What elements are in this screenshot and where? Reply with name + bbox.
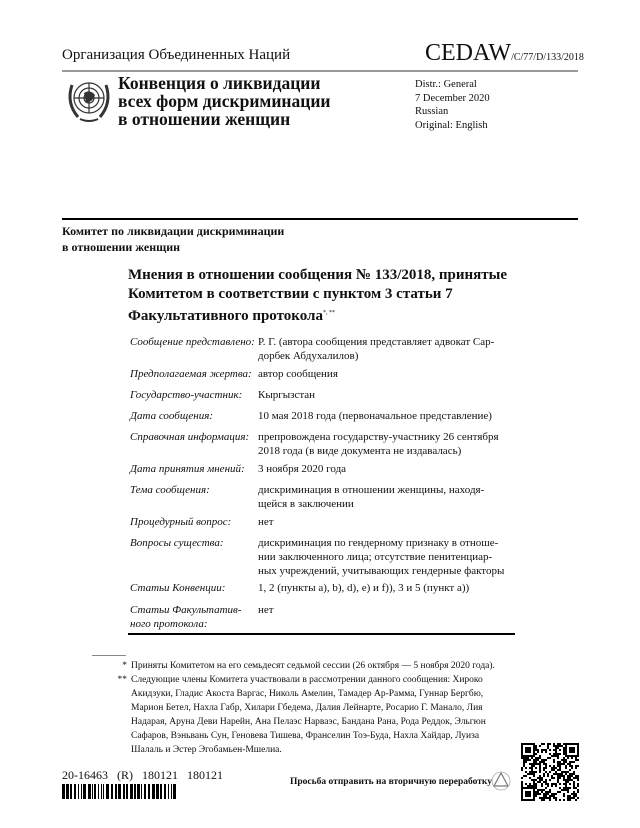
footnote-line bbox=[113, 659, 495, 673]
header-rule bbox=[62, 70, 578, 72]
distribution-info bbox=[415, 78, 490, 132]
row-label: Вопросы существа: bbox=[130, 537, 224, 549]
job-number: 20-16463 (R) 180121 180121 bbox=[62, 768, 223, 782]
footnote-line bbox=[113, 729, 479, 743]
footnote-line bbox=[113, 687, 483, 701]
row-value: дискриминация в отношении женщины, находя- bbox=[258, 484, 485, 496]
row-label: Статьи Факультатив- bbox=[130, 604, 242, 616]
footnote-line bbox=[113, 715, 486, 729]
barcode-icon bbox=[62, 784, 177, 799]
convention-title bbox=[118, 74, 331, 128]
recycle-icon bbox=[490, 770, 512, 792]
row-value: Кыргызстан bbox=[258, 389, 316, 401]
row-label: Дата сообщения: bbox=[130, 410, 214, 422]
row-label: Предполагаемая жертва: bbox=[130, 368, 252, 380]
heading-line: Комитетом в соответствии с пунктом 3 статьи 7 bbox=[128, 286, 453, 302]
heading-line bbox=[128, 304, 507, 326]
row-value: 3 ноября 2020 года bbox=[258, 463, 347, 475]
footnote-separator bbox=[92, 655, 126, 656]
organization-name: Организация Объединенных Наций bbox=[62, 47, 291, 63]
distr-line: Distr.: General bbox=[415, 79, 477, 90]
row-value: нет bbox=[258, 516, 274, 528]
original-line: Original: English bbox=[415, 119, 488, 131]
symbol-suffix: /C/77/D/133/2018 bbox=[511, 52, 584, 63]
language-line: Russian bbox=[415, 106, 449, 117]
footnote-text: Следующие члены Комитета участвовали в рассмотрении данного сообщения: Хироко bbox=[131, 675, 483, 685]
qr-code-icon bbox=[521, 743, 579, 801]
row-value: Р. Г. (автора сообщения представляет адвокат Сар- bbox=[258, 336, 495, 348]
row-value: 2018 года (в виде документа не издавалась) bbox=[258, 445, 462, 457]
symbol-main: CEDAW bbox=[425, 40, 512, 66]
row-label: Дата принятия мнений: bbox=[130, 463, 245, 475]
footnote-text: Приняты Комитетом на его семьдесят седьмой сессии (26 октября — 5 ноября 2020 года). bbox=[131, 661, 495, 671]
row-value: дискриминация по гендерному признаку в отноше- bbox=[258, 537, 499, 549]
row-value: ных учреждений, учитывающих гендерные факторы bbox=[258, 565, 505, 577]
title-line: Конвенция о ликвидации bbox=[118, 73, 321, 93]
row-value: 10 мая 2018 года (первоначальное представление) bbox=[258, 410, 492, 422]
footnote-mark: * bbox=[122, 661, 127, 671]
row-label: Статьи Конвенции: bbox=[130, 582, 226, 594]
row-value: дорбек Абдухалилов) bbox=[258, 350, 359, 362]
views-heading bbox=[128, 266, 507, 326]
footnote-line bbox=[113, 673, 483, 687]
row-value: 1, 2 (пункты a), b), d), e) и f)), 3 и 5 (пункт a)) bbox=[258, 582, 470, 594]
row-label: Тема сообщения: bbox=[130, 484, 210, 496]
footnote-line bbox=[113, 743, 282, 757]
section-rule bbox=[62, 218, 578, 220]
row-label: Сообщение представлено: bbox=[130, 336, 255, 348]
footnote-text: Надарая, Аруна Деви Нарейн, Ана Пелаэс Нарваэс, Бандана Рана, Рода Реддок, Эльгюн bbox=[131, 717, 486, 727]
row-label: Процедурный вопрос: bbox=[130, 516, 232, 528]
committee-line: Комитет по ликвидации дискриминации bbox=[62, 224, 285, 238]
table-end-rule bbox=[128, 633, 515, 635]
footnote-text: Акидзуки, Гладис Акоста Варгас, Николь Амелин, Тамадер Ар-Рамма, Гуннар Бергбю, bbox=[131, 689, 484, 699]
committee-line: в отношении женщин bbox=[62, 240, 181, 254]
footnote-text: Марион Бетел, Нахла Габр, Хилари Гбедема, Далия Лейнарте, Росарио Г. Манало, Лия bbox=[131, 703, 483, 713]
row-value: препровождена государству-участнику 26 сентября bbox=[258, 431, 499, 443]
footnote-line bbox=[113, 701, 483, 715]
row-value: нии заключенного лица; отсутствие пенитенциар- bbox=[258, 551, 493, 563]
footnote-mark: ** bbox=[117, 675, 127, 685]
row-value: нет bbox=[258, 604, 274, 616]
heading-line: Мнения в отношении сообщения № 133/2018, принятые bbox=[128, 267, 508, 283]
row-label: Государство-участник: bbox=[130, 389, 243, 401]
heading-text: Факультативного протокола bbox=[128, 308, 323, 324]
committee-name bbox=[62, 223, 284, 255]
row-value: автор сообщения bbox=[258, 368, 338, 380]
recycle-note: Просьба отправить на вторичную переработку bbox=[290, 777, 492, 787]
row-label: ного протокола: bbox=[130, 618, 208, 630]
row-label: Справочная информация: bbox=[130, 431, 250, 443]
title-line: всех форм дискриминации bbox=[118, 91, 331, 111]
date-line: 7 December 2020 bbox=[415, 92, 490, 104]
un-emblem-icon bbox=[64, 75, 114, 125]
footnote-marks: *, ** bbox=[322, 310, 335, 316]
document-symbol bbox=[425, 40, 584, 67]
row-value: щейся в заключении bbox=[258, 498, 354, 510]
footnote-text: Шалаль и Эстер Эгобамьен-Мшелиа. bbox=[131, 745, 282, 755]
footnote-text: Сафаров, Вэньвань Сун, Геновева Тишева, Франселин Тоэ-Буда, Нахла Хайдар, Луиза bbox=[131, 731, 480, 741]
title-line: в отношении женщин bbox=[118, 109, 291, 129]
